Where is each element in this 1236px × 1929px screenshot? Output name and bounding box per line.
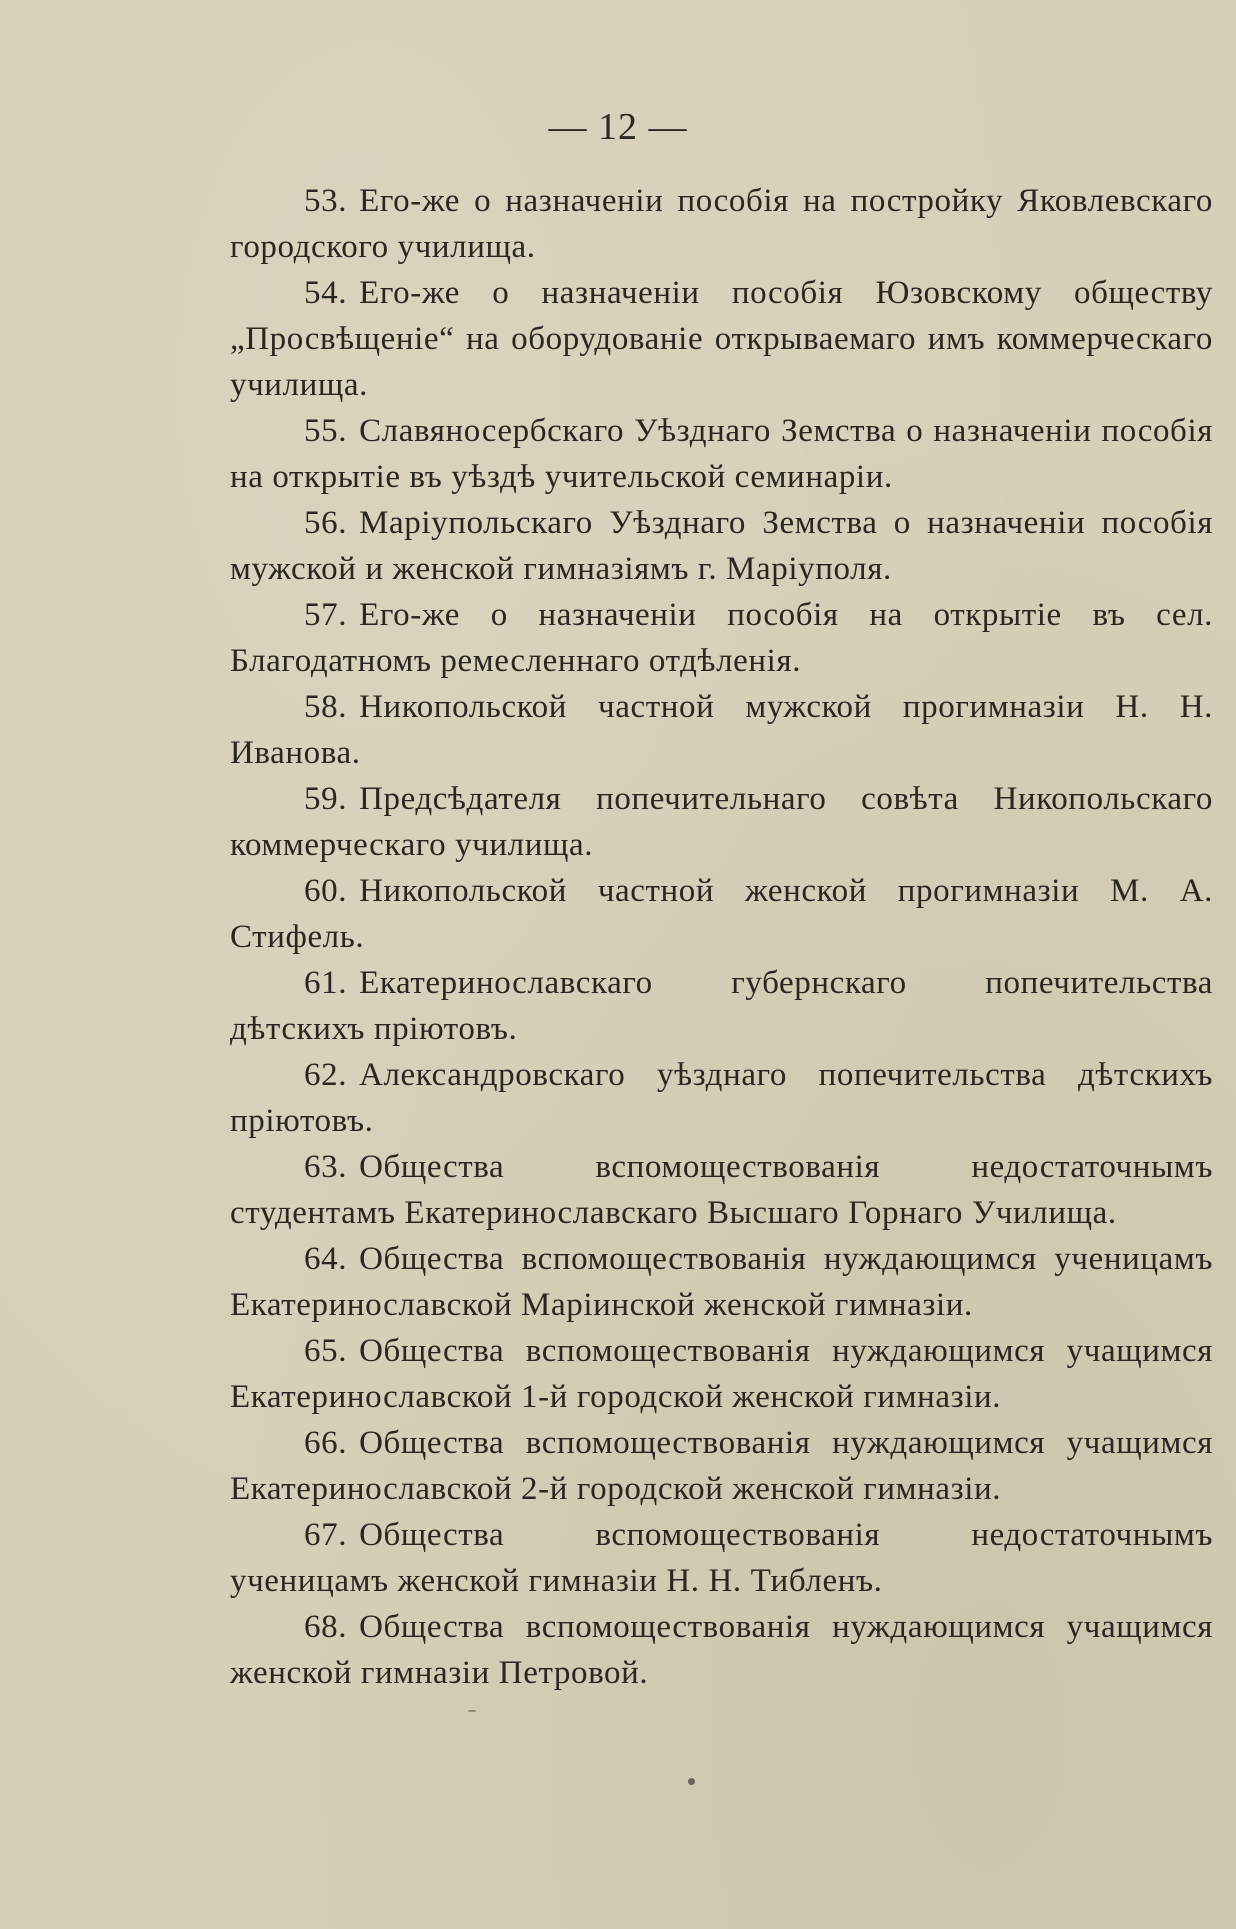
- entry-number: 56.: [304, 505, 348, 541]
- entry-58: [230, 684, 1213, 776]
- entry-text: Общества вспомоществованія нуждающимся учащимся Екатеринославской 1-й городской женской гимназіи.: [230, 1333, 1213, 1415]
- entry-55: [230, 408, 1213, 500]
- entry-number: 61.: [304, 965, 348, 1001]
- entry-59: [230, 776, 1213, 868]
- entry-64: [230, 1236, 1213, 1328]
- entry-text: Славяносербскаго Уѣзднаго Земства о назначеніи пособія на открытіе въ уѣздѣ учительской семинаріи.: [230, 413, 1213, 495]
- entry-number: 57.: [304, 597, 348, 633]
- entry-number: 54.: [304, 275, 348, 311]
- entry-number: 68.: [304, 1609, 348, 1645]
- page-number: — 12 —: [548, 106, 688, 148]
- entry-63: [230, 1144, 1213, 1236]
- entry-text: Общества вспомоществованія недостаточнымъ ученицамъ женской гимназіи Н. Н. Тибленъ.: [230, 1517, 1213, 1599]
- entry-number: 53.: [304, 183, 348, 219]
- entry-text: Общества вспомоществованія нуждающимся учащимся Екатеринославской 2-й городской женской гимназіи.: [230, 1425, 1213, 1507]
- entry-text: Маріупольскаго Уѣзднаго Земства о назначеніи пособія мужской и женской гимназіямъ г. Маріуполя.: [230, 505, 1213, 587]
- entry-number: 67.: [304, 1517, 348, 1553]
- entry-text: Никопольской частной женской прогимназіи М. А. Стифель.: [230, 873, 1213, 955]
- entry-text: Общества вспомоществованія нуждающимся учащимся женской гимназіи Петровой.: [230, 1609, 1213, 1691]
- entry-text: Его-же о назначеніи пособія Юзовскому обществу „Просвѣщеніе“ на оборудованіе открываемаго имъ коммерческаго училища.: [230, 275, 1213, 403]
- entry-number: 55.: [304, 413, 348, 449]
- entry-text: Общества вспомоществованія недостаточнымъ студентамъ Екатеринославскаго Высшаго Горнаго Училища.: [230, 1149, 1213, 1231]
- entries-list: [230, 178, 1213, 1696]
- entry-number: 64.: [304, 1241, 348, 1277]
- entry-text: Его-же о назначеніи пособія на постройку Яковлевскаго городского училища.: [230, 183, 1213, 265]
- entry-66: [230, 1420, 1213, 1512]
- entry-number: 63.: [304, 1149, 348, 1185]
- entry-text: Никопольской частной мужской прогимназіи Н. Н. Иванова.: [230, 689, 1213, 771]
- paper-speck: [468, 1710, 476, 1712]
- entry-62: [230, 1052, 1213, 1144]
- entry-60: [230, 868, 1213, 960]
- entry-text: Екатеринославскаго губернскаго попечительства дѣтскихъ пріютовъ.: [230, 965, 1213, 1047]
- entry-text: Предсѣдателя попечительнаго совѣта Никопольскаго коммерческаго училища.: [230, 781, 1213, 863]
- entry-number: 59.: [304, 781, 348, 817]
- entry-56: [230, 500, 1213, 592]
- entry-61: [230, 960, 1213, 1052]
- entry-number: 65.: [304, 1333, 348, 1369]
- entry-text: Общества вспомоществованія нуждающимся ученицамъ Екатеринославской Маріинской женской гимназіи.: [230, 1241, 1213, 1323]
- entry-57: [230, 592, 1213, 684]
- entry-53: [230, 178, 1213, 270]
- entry-67: [230, 1512, 1213, 1604]
- entry-text: Его-же о назначеніи пособія на открытіе въ сел. Благодатномъ ремесленнаго отдѣленія.: [230, 597, 1213, 679]
- entry-number: 62.: [304, 1057, 348, 1093]
- entry-number: 66.: [304, 1425, 348, 1461]
- entry-number: 60.: [304, 873, 348, 909]
- entry-65: [230, 1328, 1213, 1420]
- entry-68: [230, 1604, 1213, 1696]
- entry-54: [230, 270, 1213, 408]
- paper-speck: [688, 1778, 695, 1785]
- entry-text: Александровскаго уѣзднаго попечительства дѣтскихъ пріютовъ.: [230, 1057, 1213, 1139]
- entry-number: 58.: [304, 689, 348, 725]
